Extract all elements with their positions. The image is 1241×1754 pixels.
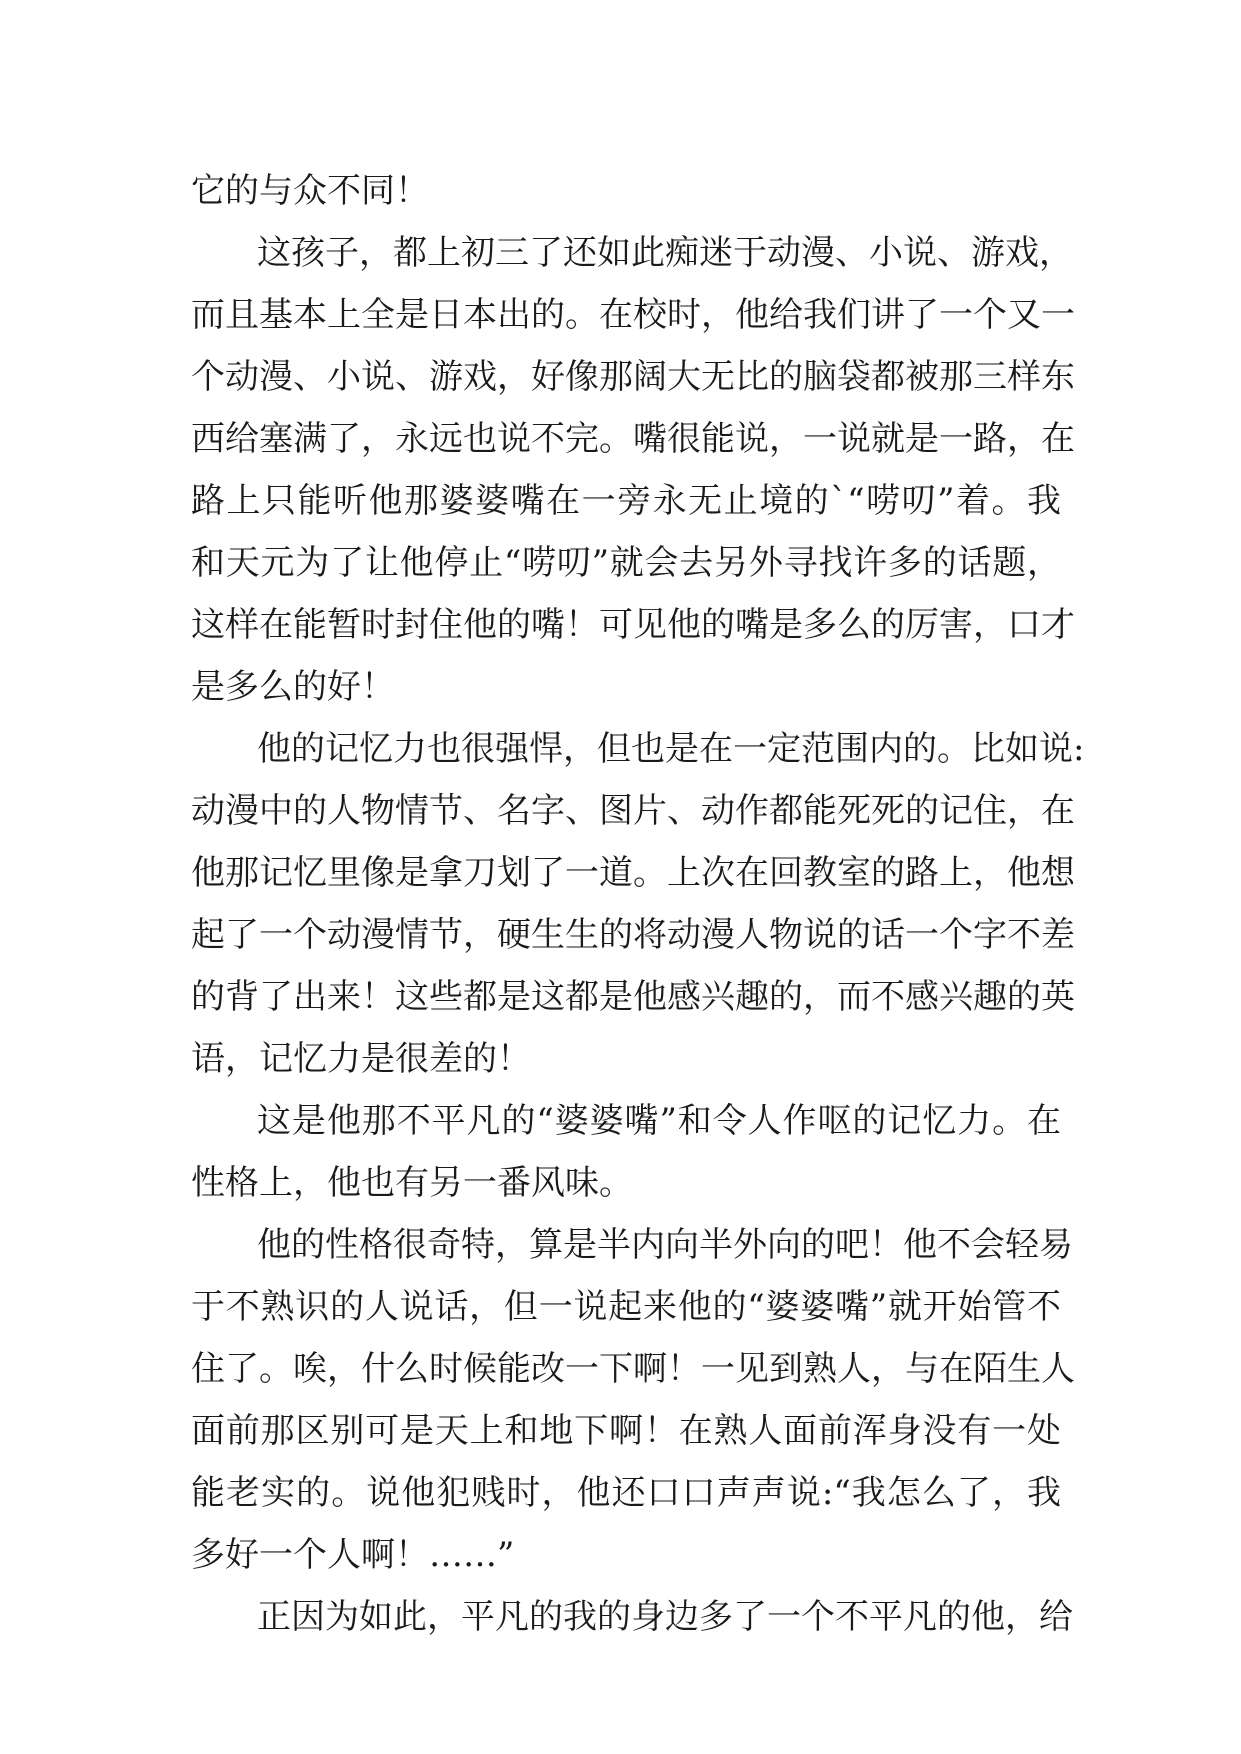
text-line: 能老实的。说他犯贱时，他还口口声声说:“我怎么了，我 — [191, 1473, 1061, 1513]
text-line: 它的与众不同！ — [191, 171, 429, 211]
text-line: 语，记忆力是很差的！ — [191, 1039, 531, 1079]
document-body — [191, 160, 1085, 1648]
text-line: 的背了出来！这些都是这都是他感兴趣的，而不感兴趣的英 — [191, 977, 1075, 1017]
text-line: 这样在能暂时封住他的嘴！可见他的嘴是多么的厉害，口才 — [191, 605, 1075, 645]
text-line: 个动漫、小说、游戏，好像那阔大无比的脑袋都被那三样东 — [191, 357, 1075, 397]
text-line: 他那记忆里像是拿刀划了一道。上次在回教室的路上，他想 — [191, 853, 1075, 893]
text-line: 面前那区别可是天上和地下啊！在熟人面前浑身没有一处 — [191, 1411, 1061, 1451]
text-line: 正因为如此，平凡的我的身边多了一个不平凡的他，给 — [257, 1597, 1073, 1637]
text-line: 住了。唉，什么时候能改一下啊！一见到熟人，与在陌生人 — [191, 1349, 1075, 1389]
text-line: 和天元为了让他停止“唠叨”就会去另外寻找许多的话题， — [191, 543, 1061, 583]
text-line: 西给塞满了，永远也说不完。嘴很能说，一说就是一路，在 — [191, 419, 1075, 459]
text-line: 于不熟识的人说话，但一说起来他的“婆婆嘴”就开始管不 — [191, 1287, 1061, 1327]
text-line: 动漫中的人物情节、名字、图片、动作都能死死的记住，在 — [191, 791, 1075, 831]
text-line: 性格上，他也有另一番风味。 — [191, 1163, 633, 1203]
text-line: 起了一个动漫情节，硬生生的将动漫人物说的话一个字不差 — [191, 915, 1075, 955]
text-line: 多好一个人啊！……” — [191, 1535, 515, 1575]
text-line: 这是他那不平凡的“婆婆嘴”和令人作呕的记忆力。在 — [257, 1101, 1061, 1141]
text-line: 而且基本上全是日本出的。在校时，他给我们讲了一个又一 — [191, 295, 1075, 335]
text-line: 这孩子，都上初三了还如此痴迷于动漫、小说、游戏， — [257, 233, 1073, 273]
text-line: 路上只能听他那婆婆嘴在一旁永无止境的`“唠叨”着。我 — [191, 481, 1061, 521]
text-line: 他的性格很奇特，算是半内向半外向的吧！他不会轻易 — [257, 1225, 1073, 1265]
text-line: 是多么的好！ — [191, 667, 395, 707]
text-line: 他的记忆力也很强悍，但也是在一定范围内的。比如说: — [257, 729, 1085, 769]
